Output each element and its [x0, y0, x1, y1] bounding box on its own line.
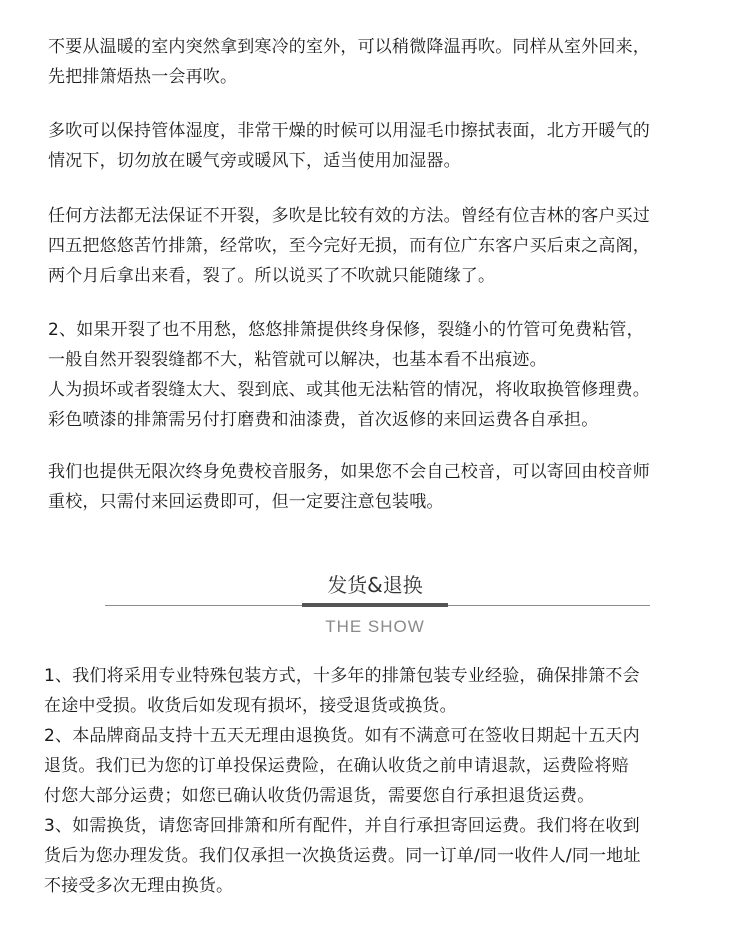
- paragraph-temperature-tip: [48, 32, 718, 92]
- text-line: 彩色喷漆的排箫需另付打磨费和油漆费，首次返修的来回运费各自承担。: [48, 410, 599, 430]
- text-line: 不接受多次无理由换货。: [44, 876, 234, 896]
- text-line: 我们也提供无限次终身免费校音服务，如果您不会自己校音，可以寄回由校音师: [48, 462, 650, 482]
- text-line: 四五把悠悠苦竹排箫，经常吹，至今完好无损，而有位广东客户买后束之高阁，: [48, 236, 650, 256]
- text-line: 在途中受损。收货后如发现有损坏，接受退货或换货。: [44, 696, 457, 716]
- text-line: 一般自然开裂裂缝都不大，粘管就可以解决，也基本看不出痕迹。: [48, 350, 547, 370]
- section-subtitle: THE SHOW: [325, 617, 425, 636]
- text-line: 1、我们将采用专业特殊包装方式，十多年的排箫包装专业经验，确保排箫不会: [44, 666, 640, 686]
- text-line: 不要从温暖的室内突然拿到寒冷的室外，可以稍微降温再吹。同样从室外回来，: [48, 37, 650, 57]
- shipping-returns-policy: [44, 661, 724, 901]
- paragraph-warranty: [48, 315, 718, 435]
- text-line: 3、如需换货，请您寄回排箫和所有配件，并自行承担寄回运费。我们将在收到: [44, 816, 640, 836]
- paragraph-cracking-note: [48, 201, 718, 291]
- text-line: 人为损坏或者裂缝太大、裂到底、或其他无法粘管的情况，将收取换管修理费。: [48, 380, 650, 400]
- text-line: 2、如果开裂了也不用愁，悠悠排箫提供终身保修，裂缝小的竹管可免费粘管，: [48, 320, 644, 340]
- text-line: 重校，只需付来回运费即可，但一定要注意包装哦。: [48, 492, 444, 512]
- text-line: 多吹可以保持管体湿度，非常干燥的时候可以用湿毛巾擦拭表面，北方开暖气的: [48, 121, 650, 141]
- text-line: 任何方法都无法保证不开裂，多吹是比较有效的方法。曾经有位吉林的客户买过: [48, 206, 650, 226]
- text-line: 付您大部分运费；如您已确认收货仍需退货，需要您自行承担退货运费。: [44, 786, 595, 806]
- text-line: 两个月后拿出来看，裂了。所以说买了不吹就只能随缘了。: [48, 266, 496, 286]
- text-line: 情况下，切勿放在暖气旁或暖风下，适当使用加湿器。: [48, 151, 461, 171]
- text-line: 退货。我们已为您的订单投保运费险，在确认收货之前申请退款，运费险将赔: [44, 756, 629, 776]
- text-line: 先把排箫焐热一会再吹。: [48, 67, 238, 87]
- paragraph-humidity-tip: [48, 116, 718, 176]
- paragraph-tuning-service: [48, 457, 718, 517]
- section-title: 发货&退换: [327, 573, 423, 597]
- text-line: 2、本品牌商品支持十五天无理由退换货。如有不满意可在签收日期起十五天内: [44, 726, 640, 746]
- section-divider-accent: [302, 603, 448, 607]
- text-line: 货后为您办理发货。我们仅承担一次换货运费。同一订单/同一收件人/同一地址: [44, 846, 641, 866]
